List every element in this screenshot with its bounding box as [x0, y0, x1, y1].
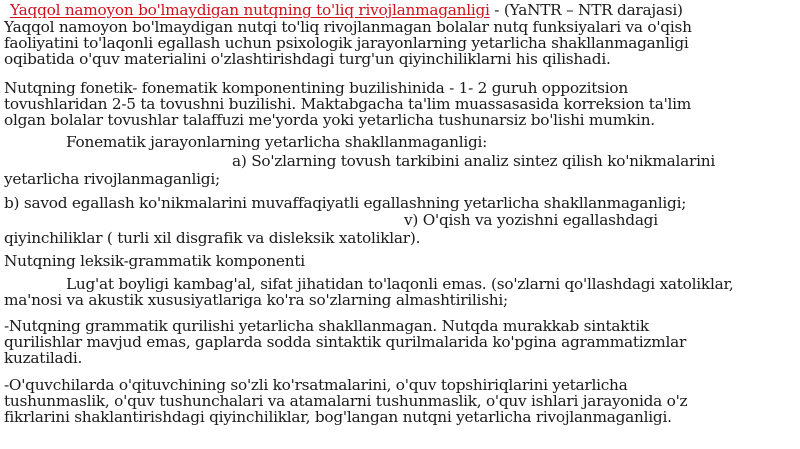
title-highlight: Yaqqol namoyon bo'lmaydigan nutqning to'liq rivojlanmaganligi: [10, 1, 490, 19]
text-line-2: faoliyatini to'laqonli egallash uchun psixologik jarayonlarning yetarlicha shakllanmaganligi: [4, 34, 689, 52]
text-line-19: -O'quvchilarda o'qituvchining so'zli ko'rsatmalarini, o'quv topshiriqlarini yetarlicha: [4, 376, 628, 394]
text-line-1: Yaqqol namoyon bo'lmaydigan nutqi to'liq rivojlanmagan bolalar nutq funksiyalari va o'qish: [4, 18, 692, 36]
text-line-7: Fonematik jarayonlarning yetarlicha shakllanmaganligi:: [66, 133, 488, 151]
title-rest: - (YaNTR – NTR darajasi): [489, 1, 683, 19]
text-line-6: olgan bolalar tovushlar talaffuzi me'yorda yoki yetarlicha tushunarsiz bo'lishi mumkin.: [4, 111, 655, 129]
text-line-13: Nutqning leksik-grammatik komponenti: [4, 252, 305, 270]
text-line-9: yetarlicha rivojlanmaganligi;: [4, 170, 220, 188]
text-line-3: oqibatida o'quv materialini o'zlashtirishdagi turg'un qiyinchiliklarni his qilishadi.: [4, 50, 611, 68]
text-line-18: kuzatiladi.: [4, 349, 83, 367]
text-line-21: fikrlarini shaklantirishdagi qiyinchiliklar, bog'langan nutqni yetarlicha rivojlanmaganligi.: [4, 408, 672, 426]
text-line-15: ma'nosi va akustik xususiyatlariga ko'ra so'zlarning almashtirilishi;: [4, 291, 508, 309]
text-line-14: Lug'at boyligi kambag'al, sifat jihatidan to'laqonli emas. (so'zlarni qo'llashdagi xatoliklar,: [66, 275, 734, 293]
text-line-11: v) O'qish va yozishni egallashdagi: [404, 211, 658, 229]
text-line-20: tushunmaslik, o'quv tushunchalari va atamalarni tushunmaslik, o'quv ishlari jarayonida o'z: [4, 392, 688, 410]
slide-title: [10, 2, 683, 18]
text-line-4: Nutqning fonetik- fonematik komponentining buzilishinida - 1- 2 guruh oppozitsion: [4, 79, 628, 97]
text-line-17: qurilishlar mavjud emas, gaplarda sodda sintaktik qurilmalarida ko'pgina agrammatizmlar: [4, 333, 687, 351]
text-line-8: a) So'zlarning tovush tarkibini analiz sintez qilish ko'nikmalarini: [232, 152, 716, 170]
text-line-10: b) savod egallash ko'nikmalarini muvaffaqiyatli egallashning yetarlicha shakllanmaganligi;: [4, 194, 687, 212]
text-line-12: qiyinchiliklar ( turli xil disgrafik va disleksik xatoliklar).: [4, 229, 421, 247]
text-line-5: tovushlaridan 2-5 ta tovushni buzilishi. Maktabgacha ta'lim muassasasida korreksion ta'lim: [4, 95, 692, 113]
text-line-16: -Nutqning grammatik qurilishi yetarlicha shakllanmagan. Nutqda murakkab sintaktik: [4, 317, 649, 335]
